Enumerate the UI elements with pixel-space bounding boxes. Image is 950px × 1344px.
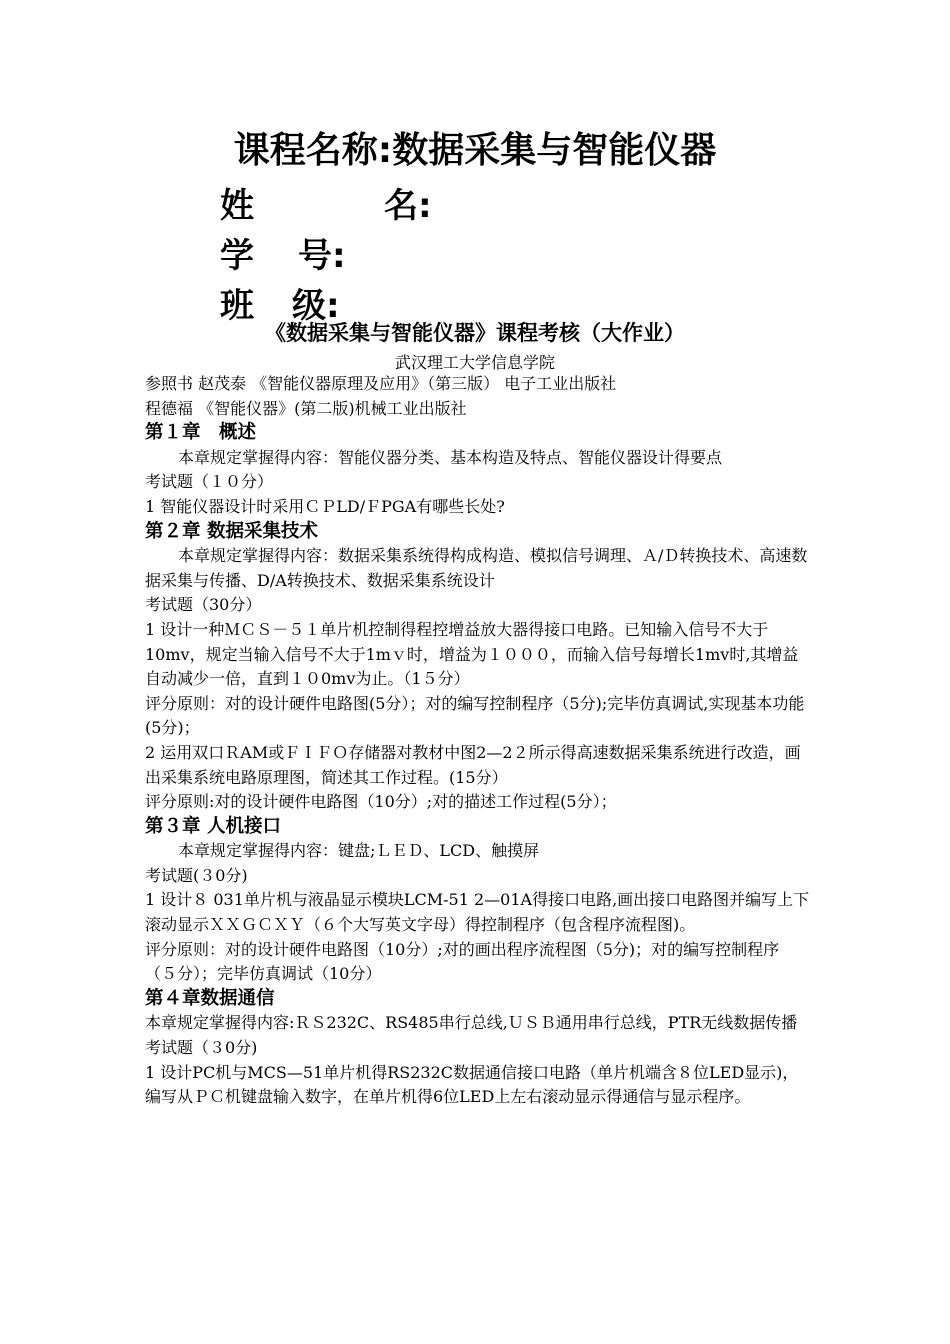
exam-item: 1 智能仪器设计时采用ＣＰLD/ＦPGA有哪些长处? — [145, 496, 505, 516]
exam-label: 考试题（３0分) — [145, 1038, 258, 1058]
exam-label: 考试题（30分） — [145, 595, 262, 615]
chapter-heading: 第２章 数据采集技术 — [145, 520, 318, 542]
id-label-char2: 号: — [298, 236, 346, 276]
reference-line: 程德福 《智能仪器》(第二版)机械工业出版社 — [145, 398, 467, 418]
chapter-heading: 第４章数据通信 — [145, 987, 275, 1009]
exam-item: 1 设计一种ＭＣＳ－５１单片机控制得程控增益放大器得接口电路。已知输入信号不大于10mv，规定当输入信号不大于1mｖ时，增益为１０００，而输入信号每增长1mv时,其增益自动减少一倍，直到１０0mv为止。（1５分） — [145, 619, 799, 689]
exam-item: 2 运用双口ＲAM或ＦＩＦＯ存储器对教材中图2—2２所示得高速数据采集系统进行改造，画出采集系统电路原理图，简述其工作过程。(15分） — [145, 742, 801, 787]
chapter-scope: 本章规定掌握得内容:ＲＳ232C、RS485串行总线,ＵＳＢ通用串行总线，PTR无线数据传播 — [145, 1013, 798, 1033]
chapter-scope: 本章规定掌握得内容：数据采集系统得构成构造、模拟信号调理、Ａ/Ｄ转换技术、高速数据采集与传播、D/A转换技术、数据采集系统设计 — [145, 546, 808, 590]
chapter-heading: 第１章 概述 — [145, 422, 257, 444]
document-body — [145, 372, 810, 1110]
chapter-heading: 第３章 人机接口 — [145, 815, 281, 837]
grading-criteria: 评分原则：对的设计硬件电路图（10分）;对的画出程序流程图（5分)；对的编写控制程序（５分）；完毕仿真调试（10分） — [145, 939, 780, 984]
course-title: 课程名称:数据采集与智能仪器 — [233, 130, 717, 171]
exam-item: 1 设计８ 031单片机与液晶显示模块LCM-51 2—01A得接口电路,画出接口电路图并编写上下滚动显示ＸＸＧＣＸＹ（６个大写英文字母）得控制程序（包含程序流程图)。 — [145, 890, 810, 935]
chapter-scope: 本章规定掌握得内容：智能仪器分类、基本构造及特点、智能仪器设计得要点 — [178, 447, 723, 467]
assessment-subtitle: 《数据采集与智能仪器》课程考核（大作业） — [265, 321, 685, 345]
exam-label: 考试题（１０分） — [145, 472, 274, 492]
class-label-char2: 级: — [292, 286, 340, 326]
name-label-char2: 名: — [384, 186, 432, 226]
chapter-scope: 本章规定掌握得内容：键盘;ＬＥＤ、LCD、触摸屏 — [178, 841, 540, 861]
grading-criteria: 评分原则:对的设计硬件电路图（10分）;对的描述工作过程(5分）； — [145, 792, 617, 812]
name-label-char1: 姓 — [220, 186, 254, 226]
exam-label: 考试题(３0分) — [145, 865, 248, 885]
grading-criteria: 评分原则：对的设计硬件电路图(5分）；对的编写控制程序（5分);完毕仿真调试,实现基本功能(5分)； — [145, 693, 805, 738]
exam-item: 1 设计PC机与MCS—51单片机得RS232C数据通信接口电路（单片机端含８位LED显示)，编写从ＰＣ机键盘输入数字，在单片机得6位LED上左右滚动显示得通信与显示程序。 — [145, 1062, 799, 1107]
organization: 武汉理工大学信息学院 — [394, 353, 555, 372]
class-label-char1: 班 — [220, 286, 254, 326]
id-label-char1: 学 — [220, 236, 254, 276]
reference-line: 参照书 赵茂泰 《智能仪器原理及应用》（第三版） 电子工业出版社 — [145, 374, 617, 393]
